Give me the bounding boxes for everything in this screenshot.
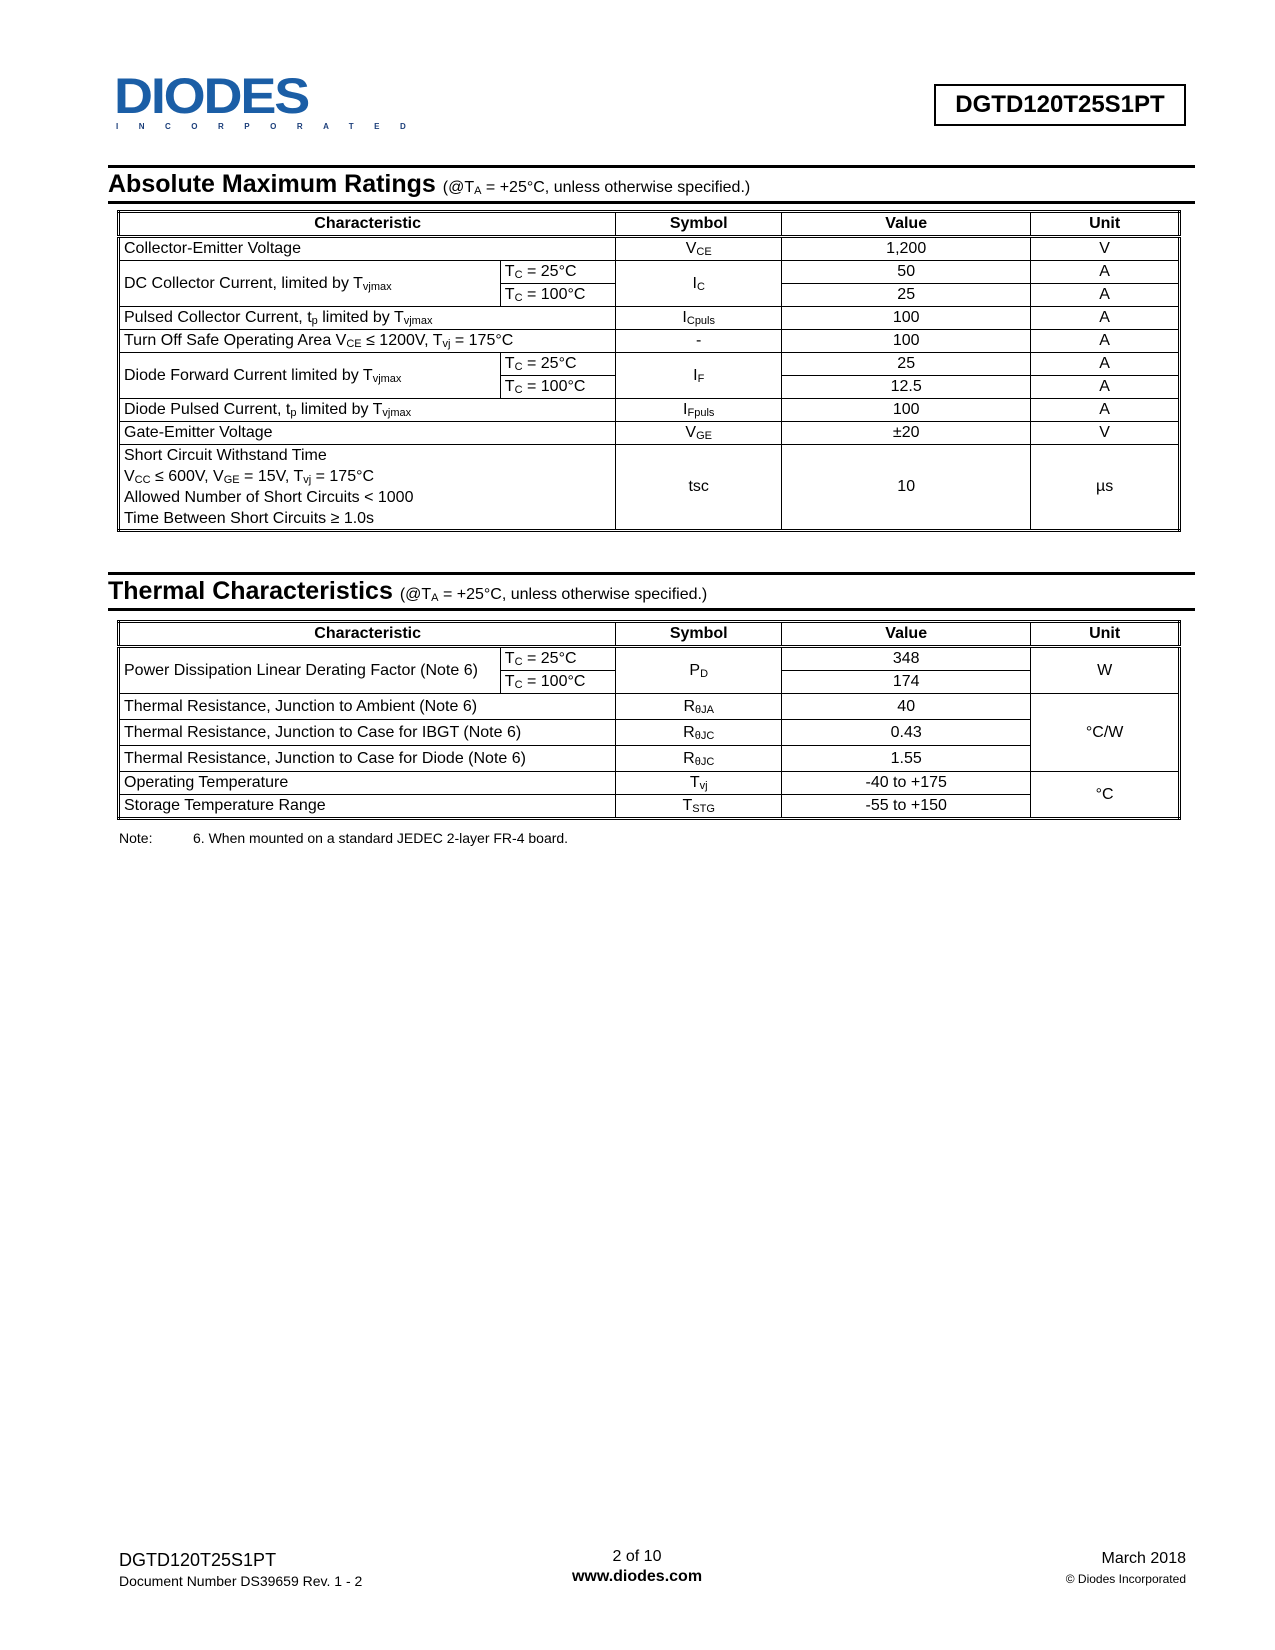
if-value-25: 25 xyxy=(782,353,1031,376)
note xyxy=(119,830,568,846)
if-characteristic: Diode Forward Current limited by $T_{vjmax}$ xyxy=(119,353,501,399)
thermal-header-row xyxy=(119,622,1180,647)
footer-copyright: © Diodes Incorporated xyxy=(1065,1572,1186,1586)
rjc-igbt-value: 0.43 xyxy=(782,720,1031,746)
rjc-igbt-characteristic: Thermal Resistance, Junction to Case for IBGT (Note 6) xyxy=(119,720,616,746)
rjc-diode-value: 1.55 xyxy=(782,746,1031,772)
table-row xyxy=(119,795,1180,819)
footer-right xyxy=(1066,1550,1186,1586)
part-number-box: DGTD120T25S1PT xyxy=(934,84,1186,126)
page-number: 2 of 10 xyxy=(612,1548,662,1565)
ic-condition-25: $T_C = 25^\circ C$ xyxy=(500,261,616,284)
logo-tagline: INCORPORATED xyxy=(116,122,427,131)
amr-table xyxy=(117,210,1181,532)
tsc-line-1: Short Circuit Withstand Time xyxy=(124,447,327,464)
ic-unit-25: A xyxy=(1031,261,1180,284)
tsc-line-4: Time Between Short Circuits ≥ 1.0s xyxy=(124,510,375,527)
table-row xyxy=(119,720,1180,746)
table-row xyxy=(119,422,1180,445)
soa-value: 100 xyxy=(782,330,1031,353)
amr-bottom-rule xyxy=(108,201,1195,204)
logo-wordmark: DIODES xyxy=(114,68,309,124)
ifpuls-characteristic: Diode Pulsed Current, $t_p$ limited by $T_{vjmax}$ xyxy=(119,399,616,422)
tstg-characteristic: Storage Temperature Range xyxy=(119,795,616,819)
rjc-diode-symbol: $R_{\theta JC}$ xyxy=(616,746,782,772)
rjc-diode-characteristic: Thermal Resistance, Junction to Case for Diode (Note 6) xyxy=(119,746,616,772)
if-unit-100: A xyxy=(1031,376,1180,399)
pd-unit: W xyxy=(1031,647,1180,694)
footer-document-number: Document Number DS39659 Rev. 1 - 2 xyxy=(119,1573,363,1589)
pd-value-100: 174 xyxy=(782,671,1031,694)
vge-unit: V xyxy=(1031,422,1180,445)
tsc-line-2: $V_{CC} \le 600V$, $V_{GE} = 15V$, $T_{vj} = 175^\circ C$ xyxy=(124,468,375,486)
tsc-unit: µs xyxy=(1031,445,1180,531)
amr-header-row xyxy=(119,212,1180,237)
tsc-value: 10 xyxy=(782,445,1031,531)
vce-symbol: $V_{CE}$ xyxy=(616,237,782,261)
tstg-symbol: $T_{STG}$ xyxy=(616,795,782,819)
vge-symbol: $V_{GE}$ xyxy=(616,422,782,445)
ic-value-100: 25 xyxy=(782,284,1031,307)
table-row xyxy=(119,261,1180,284)
table-row xyxy=(119,772,1180,795)
soa-characteristic: Turn Off Safe Operating Area $V_{CE} \le 1200V$, $T_{vj} = 175^\circ C$ xyxy=(119,330,616,353)
thermal-header-value: Value xyxy=(782,622,1031,647)
rjc-igbt-symbol: $R_{\theta JC}$ xyxy=(616,720,782,746)
ifpuls-value: 100 xyxy=(782,399,1031,422)
vce-characteristic: Collector-Emitter Voltage xyxy=(119,237,616,261)
amr-title xyxy=(108,168,1195,201)
ic-value-25: 50 xyxy=(782,261,1031,284)
tsc-symbol: tsc xyxy=(616,445,782,531)
thermal-header-symbol: Symbol xyxy=(616,622,782,647)
tstg-value: -55 to +150 xyxy=(782,795,1031,819)
rja-characteristic: Thermal Resistance, Junction to Ambient (Note 6) xyxy=(119,694,616,720)
rja-value: 40 xyxy=(782,694,1031,720)
vce-unit: V xyxy=(1031,237,1180,261)
vge-value: ±20 xyxy=(782,422,1031,445)
thermal-header-characteristic: Characteristic xyxy=(119,622,616,647)
thermal-bottom-rule xyxy=(108,608,1195,611)
table-row xyxy=(119,746,1180,772)
footer-part-number: DGTD120T25S1PT xyxy=(119,1550,277,1570)
rja-symbol: $R_{\theta JA}$ xyxy=(616,694,782,720)
top-characteristic: Operating Temperature xyxy=(119,772,616,795)
r-unit: °C/W xyxy=(1031,694,1180,772)
diodes-logo xyxy=(114,68,427,132)
pd-condition-25: $T_C = 25^\circ C$ xyxy=(500,647,616,671)
amr-condition: ($@T_A = +25^\circ C$, unless otherwise specified.) xyxy=(442,179,751,197)
ifpuls-symbol: $I_{Fpuls}$ xyxy=(616,399,782,422)
if-value-100: 12.5 xyxy=(782,376,1031,399)
table-row xyxy=(119,399,1180,422)
pd-symbol: $P_D$ xyxy=(616,647,782,694)
ic-symbol: $I_C$ xyxy=(616,261,782,307)
pd-condition-100: $T_C = 100^\circ C$ xyxy=(500,671,616,694)
t-unit: °C xyxy=(1031,772,1180,819)
top-value: -40 to +175 xyxy=(782,772,1031,795)
note-label: Note: xyxy=(119,830,153,846)
ifpuls-unit: A xyxy=(1031,399,1180,422)
table-row xyxy=(119,445,1180,531)
table-row xyxy=(119,694,1180,720)
thermal-section-heading xyxy=(108,572,1195,611)
icpuls-symbol: $I_{Cpuls}$ xyxy=(616,307,782,330)
if-unit-25: A xyxy=(1031,353,1180,376)
ic-unit-100: A xyxy=(1031,284,1180,307)
table-row xyxy=(119,330,1180,353)
table-row xyxy=(119,647,1180,671)
soa-symbol: - xyxy=(616,330,782,353)
vge-characteristic: Gate-Emitter Voltage xyxy=(119,422,616,445)
top-symbol: $T_{vj}$ xyxy=(616,772,782,795)
thermal-title-text: Thermal Characteristics xyxy=(108,577,393,605)
tsc-characteristic xyxy=(119,445,616,531)
ic-condition-100: $T_C = 100^\circ C$ xyxy=(500,284,616,307)
soa-unit: A xyxy=(1031,330,1180,353)
website-link[interactable]: www.diodes.com xyxy=(571,1568,703,1585)
if-symbol: $I_F$ xyxy=(616,353,782,399)
ic-characteristic: DC Collector Current, limited by $T_{vjmax}$ xyxy=(119,261,501,307)
note-text: 6. When mounted on a standard JEDEC 2-layer FR-4 board. xyxy=(193,830,569,846)
icpuls-unit: A xyxy=(1031,307,1180,330)
footer-left xyxy=(119,1550,362,1589)
thermal-table xyxy=(117,620,1181,820)
thermal-title xyxy=(108,575,1195,608)
table-row xyxy=(119,237,1180,261)
tsc-line-3: Allowed Number of Short Circuits < 1000 xyxy=(124,489,414,506)
icpuls-value: 100 xyxy=(782,307,1031,330)
table-row xyxy=(119,353,1180,376)
amr-header-value: Value xyxy=(782,212,1031,237)
amr-header-symbol: Symbol xyxy=(616,212,782,237)
icpuls-characteristic: Pulsed Collector Current, $t_p$ limited by $T_{vjmax}$ xyxy=(119,307,616,330)
amr-title-text: Absolute Maximum Ratings xyxy=(108,170,436,198)
amr-header-characteristic: Characteristic xyxy=(119,212,616,237)
pd-characteristic: Power Dissipation Linear Derating Factor (Note 6) xyxy=(119,647,501,694)
amr-header-unit: Unit xyxy=(1031,212,1180,237)
footer-center xyxy=(537,1548,737,1586)
footer-date: March 2018 xyxy=(1101,1550,1186,1567)
pd-value-25: 348 xyxy=(782,647,1031,671)
if-condition-25: $T_C = 25^\circ C$ xyxy=(500,353,616,376)
if-condition-100: $T_C = 100^\circ C$ xyxy=(500,376,616,399)
thermal-condition: ($@T_A = +25^\circ C$, unless otherwise specified.) xyxy=(399,586,708,604)
vce-value: 1,200 xyxy=(782,237,1031,261)
amr-section-heading xyxy=(108,165,1195,204)
table-row xyxy=(119,307,1180,330)
thermal-header-unit: Unit xyxy=(1031,622,1180,647)
